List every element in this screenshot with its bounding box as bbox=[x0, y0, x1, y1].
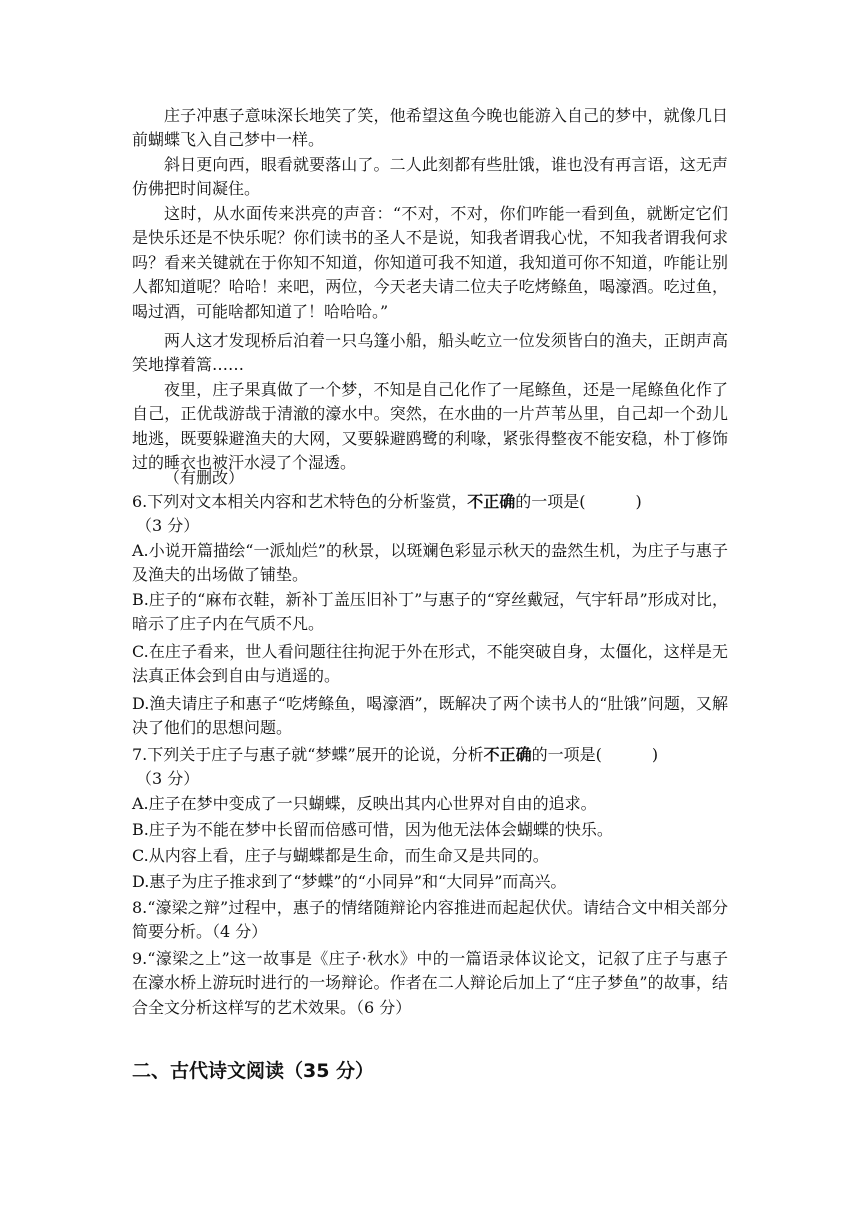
question-6-score: （3 分） bbox=[136, 516, 200, 535]
q7-option-d: D.惠子为庄子推求到了“梦蝶”的“小同异”和“大同异”而高兴。 bbox=[132, 872, 567, 891]
q7-option-c: C.从内容上看，庄子与蝴蝶都是生命，而生命又是共同的。 bbox=[132, 846, 549, 865]
q6-emphasis: 不正确 bbox=[467, 492, 516, 511]
story-paragraph-1: 庄子冲惠子意味深长地笑了笑，他希望这鱼今晚也能游入自己的梦中，就像几日前蝴蝶飞入自己梦中一样。 bbox=[132, 106, 728, 150]
story-paragraph-2: 斜日更向西，眼看就要落山了。二人此刻都有些肚饿，谁也没有再言语，这无声仿佛把时间凝住。 bbox=[132, 155, 728, 199]
q6-stem-start: 6.下列对文本相关内容和艺术特色的分析鉴赏， bbox=[132, 492, 468, 511]
q7-option-b: B.庄子为不能在梦中长留而倍感可惜，因为他无法体会蝴蝶的快乐。 bbox=[132, 820, 613, 839]
q6-stem-end: 的一项是( bbox=[515, 492, 586, 511]
question-6-stem bbox=[132, 490, 728, 514]
section-heading: 二、古代诗文阅读（35 分） bbox=[132, 1060, 375, 1082]
q7-stem-start: 7.下列关于庄子与惠子就“梦蝶”展开的论说，分析 bbox=[132, 745, 484, 764]
story-paragraph-3: 这时，从水面传来洪亮的声音：“不对，不对，你们咋能一看到鱼，就断定它们是快乐还是不快乐呢？你们读书的圣人不是说，知我者谓我心忧，不知我者谓我何求吗？看来关键就在于你知不知道，你知道可我不知道，我知道可你不知道，咋能让别人都知道呢？哈哈！来吧，两位，今天老夫请二位夫子吃烤鲦鱼，喝濠酒。吃过鱼，喝过酒，可能啥都知道了！哈哈哈。” bbox=[132, 204, 728, 321]
q7-paren-close: ) bbox=[651, 745, 659, 764]
q6-option-a: A.小说开篇描绘“一派灿烂”的秋景，以斑斓色彩显示秋天的盎然生机，为庄子与惠子及渔夫的出场做了铺垫。 bbox=[132, 541, 728, 585]
question-9: 9.“濠梁之上”这一故事是《庄子·秋水》中的一篇语录体议论文，记叙了庄子与惠子在濠水桥上游玩时进行的一场辩论。作者在二人辩论后加上了“庄子梦鱼”的故事，结合全文分析这样写的艺术效果。（6 分） bbox=[132, 949, 728, 1017]
q6-option-c: C.在庄子看来，世人看问题往往拘泥于外在形式，不能突破自身，太僵化，这样是无法真正体会到自由与逍遥的。 bbox=[132, 642, 728, 686]
q7-stem-end: 的一项是( bbox=[531, 745, 602, 764]
q7-option-a: A.庄子在梦中变成了一只蝴蝶，反映出其内心世界对自由的追求。 bbox=[132, 794, 597, 813]
question-8: 8.“濠梁之辩”过程中，惠子的情绪随辩论内容推进而起起伏伏。请结合文中相关部分简要分析。（4 分） bbox=[132, 898, 728, 942]
source-note: （有删改） bbox=[164, 468, 245, 487]
question-7-score: （3 分） bbox=[136, 769, 200, 788]
story-paragraph-4: 两人这才发现桥后泊着一只乌篷小船，船头屹立一位发须皆白的渔夫，正朗声高笑地撑着篙…… bbox=[132, 331, 728, 375]
q6-option-b: B.庄子的“麻布衣鞋，新补丁盖压旧补丁”与惠子的“穿丝戴冠，气宇轩昂”形成对比，暗示了庄子内在气质不凡。 bbox=[132, 590, 728, 634]
q6-paren-close: ) bbox=[635, 492, 642, 511]
story-paragraph-5: 夜里，庄子果真做了一个梦，不知是自己化作了一尾鲦鱼，还是一尾鲦鱼化作了自己，正优哉游哉于清澈的濠水中。突然，在水曲的一片芦苇丛里，自己却一个劲儿地逃，既要躲避渔夫的大网，又要躲避鸥鹭的利喙，紧张得整夜不能安稳，朴丁修饰过的睡衣也被汗水浸了个湿透。 bbox=[132, 380, 728, 473]
q6-option-d: D.渔夫请庄子和惠子“吃烤鲦鱼，喝濠酒”，既解决了两个读书人的“肚饿”问题，又解决了他们的思想问题。 bbox=[132, 694, 728, 738]
q7-emphasis: 不正确 bbox=[483, 745, 532, 764]
question-7-stem bbox=[132, 743, 728, 767]
